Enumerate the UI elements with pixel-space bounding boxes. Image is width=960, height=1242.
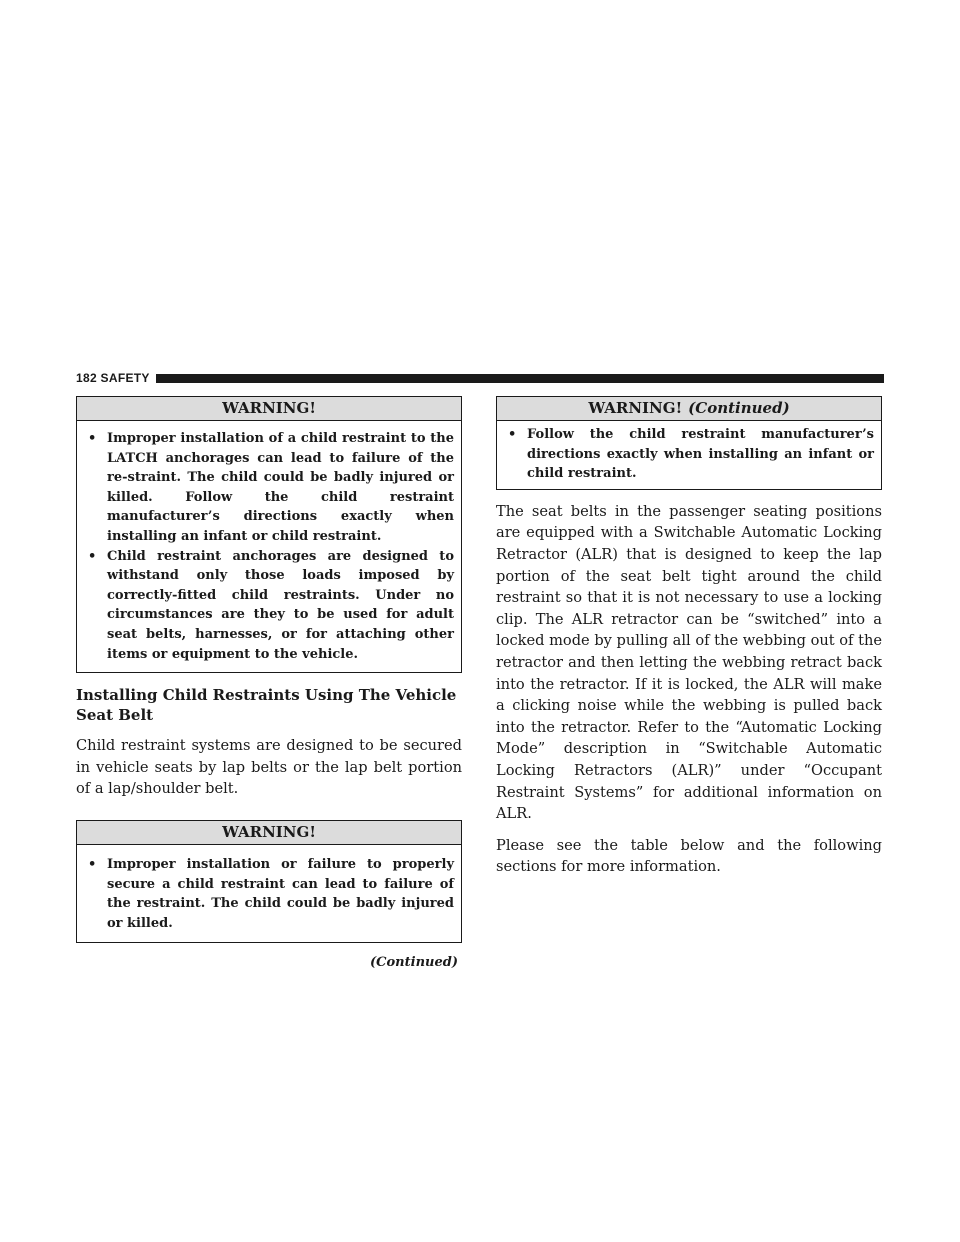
page-number-section: 182 SAFETY [76, 371, 150, 385]
warning-box-continued [496, 396, 882, 490]
warning-title: WARNING! [77, 397, 461, 421]
right-column [496, 396, 882, 888]
bullet-icon: • [508, 427, 517, 442]
bullet-icon: • [88, 548, 97, 564]
left-column [76, 396, 462, 970]
warning-body [497, 421, 881, 489]
warning-bullet-text: Improper installation of a child restraint to the LATCH anchorages can lead to failure of the re-straint. The child could be badly injured or killed. Follow the child restraint manufacturer’s directions exactly when installing an infant or child restraint. [107, 431, 454, 544]
warning-bullet [86, 547, 454, 665]
warning-bullet-text: Follow the child restraint manufacturer’s directions exactly when installing an infant or child restraint. [527, 427, 874, 482]
header-rule [156, 374, 884, 383]
warning-box-latch [76, 396, 462, 673]
bullet-icon: • [88, 431, 97, 446]
warning-continued-suffix: (Continued) [688, 399, 790, 417]
warning-bullet-text: Improper installation or failure to properly secure a child restraint can lead to failure of the restraint. The child could be badly injured or killed. [107, 856, 454, 931]
warning-body [77, 421, 461, 672]
warning-bullet [506, 425, 874, 484]
section-heading: Installing Child Restraints Using The Vehicle Seat Belt [76, 686, 457, 724]
body-paragraph: Please see the table below and the following sections for more information. [496, 836, 882, 876]
warning-body [77, 845, 461, 942]
warning-bullet [86, 429, 454, 547]
warning-title-text: WARNING! [588, 399, 683, 417]
bullet-icon: • [88, 856, 97, 872]
page-header [76, 370, 884, 386]
continued-label: (Continued) [370, 955, 458, 971]
warning-title [497, 397, 881, 421]
warning-bullet [86, 855, 454, 933]
warning-box-installation [76, 820, 462, 943]
warning-title: WARNING! [77, 821, 461, 845]
warning-bullet-text: Child restraint anchorages are designed to withstand only those loads imposed by correctly-fitted child restraints. Under no circumstances are they to be used for adult seat belts, harnesses, or for attaching other items or equipment to the vehicle. [107, 548, 454, 662]
body-paragraph: The seat belts in the passenger seating positions are equipped with a Switchable Automatic Locking Retractor (ALR) that is designed to keep the lap portion of the seat belt tight around the child restraint so that it is not necessary to use a locking clip. The ALR retractor can be “switched” into a locked mode by pulling all of the webbing out of the retractor and then letting the webbing retract back into the retractor. If it is locked, the ALR will make a clicking noise while the webbing is pulled back into the retractor. Refer to the “Automatic Locking Mode” description in “Switchable Automatic Locking Retractors (ALR)” under “Occupant Restraint Systems” for additional information on ALR. [496, 502, 882, 823]
body-paragraph: Child restraint systems are designed to be secured in vehicle seats by lap belts or the lap belt portion of a lap/shoulder belt. [76, 737, 462, 798]
